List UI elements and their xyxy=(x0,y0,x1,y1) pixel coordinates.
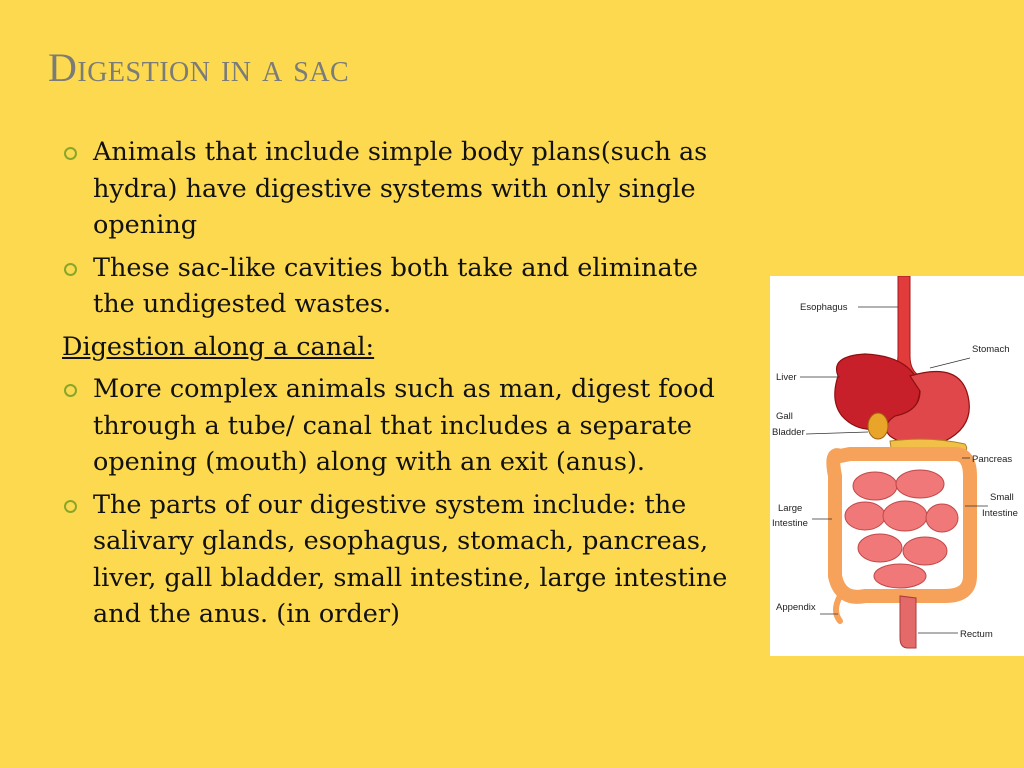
label-liver: Liver xyxy=(776,372,797,383)
bullet-item xyxy=(62,250,742,323)
label-esophagus: Esophagus xyxy=(800,302,848,313)
digestive-system-illustration xyxy=(770,276,1024,656)
label-intestine-left: Intestine xyxy=(772,518,808,529)
slide-title: Digestion in a sac xyxy=(48,45,350,90)
label-small: Small xyxy=(990,492,1014,503)
bullet-item xyxy=(62,487,742,633)
bullet-text: More complex animals such as man, digest food through a tube/ canal that includes a separate opening (mouth) along with an exit (anus). xyxy=(93,374,715,477)
bullet-circle-icon xyxy=(64,263,77,276)
digestive-system-diagram xyxy=(770,276,1024,656)
label-stomach: Stomach xyxy=(972,344,1010,355)
bullet-text: These sac-like cavities both take and eliminate the undigested wastes. xyxy=(93,252,698,319)
label-rectum: Rectum xyxy=(960,629,993,640)
bullet-text: Animals that include simple body plans(such as hydra) have digestive systems with only single opening xyxy=(93,137,708,240)
bullet-circle-icon xyxy=(64,500,77,513)
bullet-item xyxy=(62,371,742,481)
bullet-circle-icon xyxy=(64,384,77,397)
label-intestine-right: Intestine xyxy=(982,508,1018,519)
gall-bladder-shape xyxy=(868,413,888,439)
bullet-circle-icon xyxy=(64,147,77,160)
slide-body xyxy=(62,134,742,639)
label-bladder: Bladder xyxy=(772,427,805,438)
label-large: Large xyxy=(778,503,803,514)
bullet-item xyxy=(62,134,742,244)
label-gall: Gall xyxy=(776,411,793,422)
small-intestine-shape xyxy=(845,470,958,588)
label-pancreas: Pancreas xyxy=(972,454,1013,465)
appendix-shape xyxy=(836,596,840,621)
subheading: Digestion along a canal: xyxy=(62,331,375,362)
bullet-text: The parts of our digestive system include: the salivary glands, esophagus, stomach, pancreas, liver, gall bladder, small intestine, large intestine and the anus. (in order) xyxy=(93,489,728,629)
label-appendix: Appendix xyxy=(776,602,816,613)
rectum-shape xyxy=(900,596,916,648)
